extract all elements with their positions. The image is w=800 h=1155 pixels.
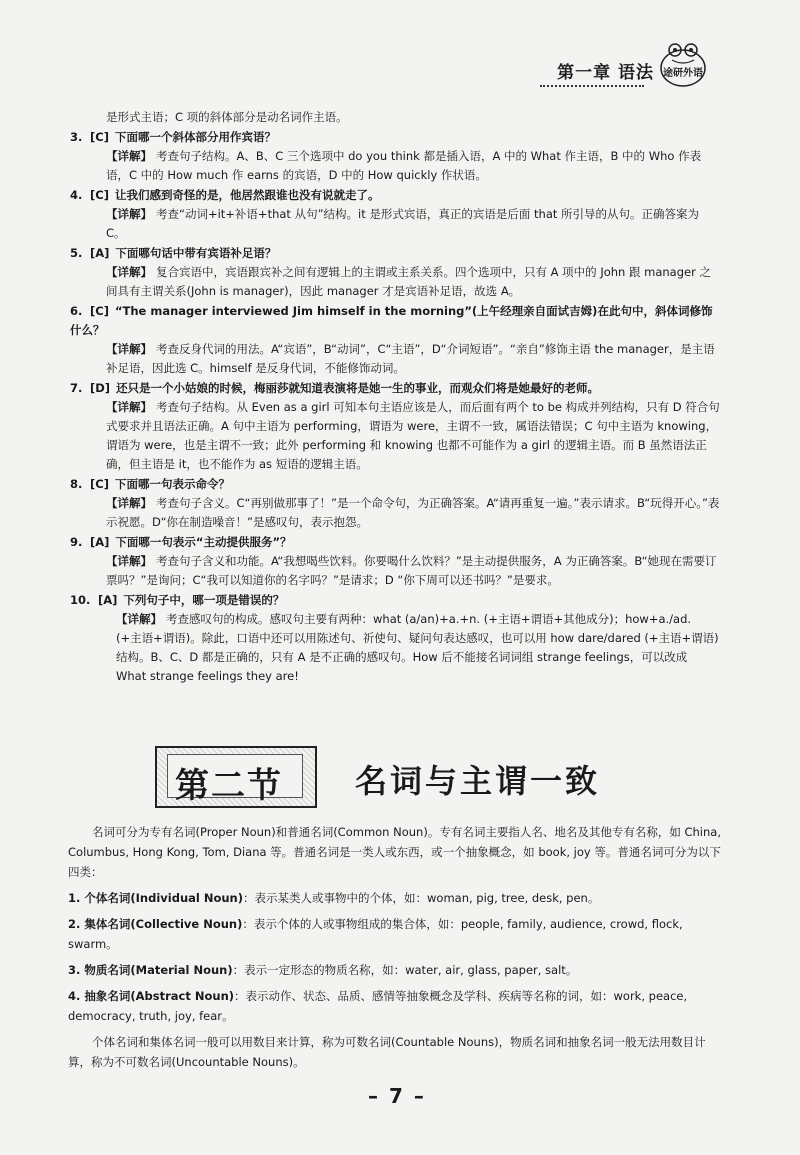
- question-7: [70, 379, 720, 474]
- detail-tag: 【详解】: [106, 265, 152, 279]
- detail-text: 考查句子结构。A、B、C 三个选项中 do you think 都是插入语，A 中的 What 作主语，B 中的 Who 作表语，C 中的 How much 作 earns 的宾语，D 中的 How quickly 作状语。: [106, 149, 702, 182]
- question-text: 下面哪一句表示“主动提供服务”？: [115, 535, 292, 549]
- question-text: “The manager interviewed Jim himself in the morning”(上午经理亲自面试吉姆)在此句中，斜体词修饰什么？: [70, 304, 713, 337]
- intro-line: 是形式主语；C 项的斜体部分是动名词作主语。: [106, 110, 348, 124]
- noun-type-label: 4. 抽象名词(Abstract Noun): [68, 989, 235, 1003]
- question-number: 9.: [70, 535, 83, 549]
- section-heading: [155, 740, 615, 810]
- section-body: [68, 822, 723, 1072]
- answer-explanations: [70, 108, 720, 686]
- question-number: 4.: [70, 188, 83, 202]
- question-9: [70, 533, 720, 590]
- question-text: 让我们感到奇怪的是，他居然跟谁也没有说就走了。: [114, 188, 380, 202]
- intro-paragraph: 名词可分为专有名词(Proper Noun)和普通名词(Common Noun)。专有名词主要指人名、地名及其他专有名称，如 China, Columbus, Hong Kong, Tom, Diana 等。普通名词是一类人或东西，或一个抽象概念，如 book, joy 等。普通名词可分为以下四类：: [68, 825, 721, 879]
- detail-text: 考查反身代词的用法。A“宾语”，B“动词”，C“主语”，D“介词短语”。“亲自”修饰主语 the manager，是主语补足语，因此选 C。himself 是反身代词，不能修饰动词。: [106, 342, 715, 375]
- detail-text: 复合宾语中，宾语跟宾补之间有逻辑上的主谓或主系关系。四个选项中，只有 A 项中的 John 跟 manager 之间具有主谓关系(John is manager)，因此 manager 才是宾语补足语，故选 A。: [106, 265, 711, 298]
- question-10: [70, 591, 720, 686]
- answer-key: [C]: [90, 188, 109, 202]
- question-number: 8.: [70, 477, 83, 491]
- answer-key: [A]: [98, 593, 118, 607]
- page-header: [0, 30, 800, 100]
- page-number: – 7 –: [368, 1084, 426, 1108]
- answer-key: [A]: [90, 535, 110, 549]
- closing-paragraph: 个体名词和集体名词一般可以用数目来计算，称为可数名词(Countable Nouns)，物质名词和抽象名词一般无法用数目计算，称为不可数名词(Uncountable Nouns)。: [68, 1035, 706, 1069]
- detail-text: 考查句子含义和功能。A“我想喝些饮料。你要喝什么饮料？”是主动提供服务，A 为正确答案。B“她现在需要订票吗？”是询问；C“我可以知道你的名字吗？”是请求；D “你下周可以还书吗？”是要求。: [106, 554, 717, 587]
- answer-key: [C]: [90, 130, 109, 144]
- detail-tag: 【详解】: [106, 149, 152, 163]
- noun-type-text: ：表示个体的人或事物组成的集合体，如：people, family, audience, crowd, flock, swarm。: [68, 917, 683, 951]
- question-number: 10.: [70, 593, 91, 607]
- question-number: 6.: [70, 304, 83, 318]
- section-label: 第二节: [175, 766, 283, 806]
- question-3: [70, 128, 720, 185]
- chapter-title: 第一章 语法: [557, 63, 654, 83]
- detail-text: 考查句子含义。C“再别做那事了！”是一个命令句，为正确答案。A“请再重复一遍。”表示请求。B“玩得开心。”表示祝愿。D“你在制造噪音！”是感叹句，表示抱怨。: [106, 496, 720, 529]
- detail-text: 考查“动词+it+补语+that 从句”结构。it 是形式宾语，真正的宾语是后面 that 所引导的从句。正确答案为 C。: [106, 207, 700, 240]
- detail-tag: 【详解】: [116, 612, 162, 626]
- noun-type-text: ：表示某类人或事物中的个体，如：woman, pig, tree, desk, pen。: [243, 891, 600, 905]
- question-number: 5.: [70, 246, 83, 260]
- noun-type-label: 2. 集体名词(Collective Noun): [68, 917, 243, 931]
- detail-text: 考查句子结构。从 Even as a girl 可知本句主语应该是人，而后面有两个 to be 构成并列结构，只有 D 符合句式要求并且语法正确。A 句中主语为 performing，谓语为 were，主谓不一致，属语法错误；C 句中主语为 knowing，谓语为 were，也是主谓不一致；此外 performing 和 knowing 也都不可能作为 a girl 的逻辑主语。而 B 虽然语法正确，但主语是 it，也不能作为 as 短语的逻辑主语。: [106, 400, 720, 471]
- question-text: 还只是一个小姑娘的时候，梅丽莎就知道表演将是她一生的事业，而观众们将是她最好的老师。: [116, 381, 600, 395]
- noun-type-label: 1. 个体名词(Individual Noun): [68, 891, 243, 905]
- question-number: 7.: [70, 381, 83, 395]
- answer-key: [C]: [90, 304, 109, 318]
- question-text: 下面哪一句表示命令？: [114, 477, 230, 491]
- section-title: 名词与主谓一致: [355, 762, 601, 800]
- noun-type-3: [68, 960, 723, 980]
- header-divider: [540, 85, 644, 87]
- question-5: [70, 244, 720, 301]
- detail-tag: 【详解】: [106, 207, 152, 221]
- noun-type-2: [68, 914, 723, 954]
- question-number: 3.: [70, 130, 83, 144]
- publisher-logo: [658, 38, 708, 90]
- detail-tag: 【详解】: [106, 554, 152, 568]
- question-6: [70, 302, 720, 378]
- answer-key: [A]: [90, 246, 110, 260]
- logo-text: 途研外语: [663, 68, 703, 79]
- detail-tag: 【详解】: [106, 400, 152, 414]
- noun-type-text: ：表示一定形态的物质名称，如：water, air, glass, paper, salt。: [232, 963, 578, 977]
- question-text: 下面哪句话中带有宾语补足语？: [115, 246, 277, 260]
- answer-key: [C]: [90, 477, 109, 491]
- section-label-box: [155, 746, 317, 808]
- question-8: [70, 475, 720, 532]
- detail-tag: 【详解】: [106, 342, 152, 356]
- noun-type-label: 3. 物质名词(Material Noun): [68, 963, 233, 977]
- noun-type-4: [68, 986, 723, 1026]
- noun-type-text: ：表示动作、状态、品质、感情等抽象概念及学科、疾病等名称的词，如：work, peace, democracy, truth, joy, fear。: [68, 989, 688, 1023]
- detail-tag: 【详解】: [106, 496, 152, 510]
- detail-text: 考查感叹句的构成。感叹句主要有两种：what (a/an)+a.+n. (+主语+谓语+其他成分)；how+a./ad. (+主语+谓语)。除此，口语中还可以用陈述句、祈使句、疑问句表达感叹，也可以用 how dare/dared (+主语+谓语)结构。B、C、D 都是正确的，只有 A 是不正确的感叹句。How 后不能接名词词组 strange feelings，可以改成 What strange feelings they are!: [116, 612, 719, 683]
- question-text: 下面哪一个斜体部分用作宾语？: [114, 130, 276, 144]
- question-4: [70, 186, 720, 243]
- question-text: 下列句子中，哪一项是错误的？: [123, 593, 285, 607]
- answer-key: [D]: [90, 381, 111, 395]
- noun-type-1: [68, 888, 723, 908]
